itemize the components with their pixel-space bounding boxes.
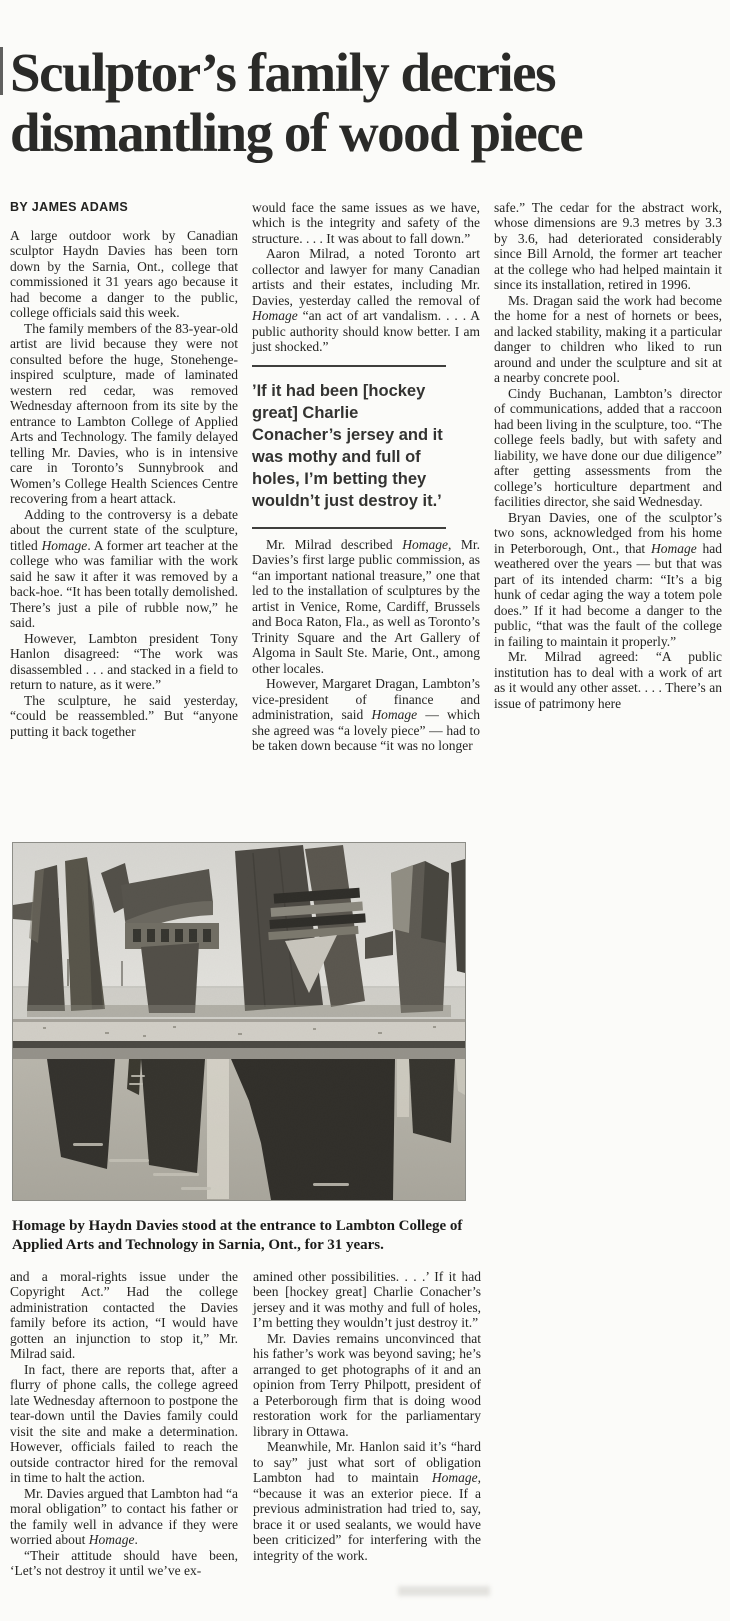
bottom-column-1-text xyxy=(10,1269,238,1579)
article-paragraph: safe.” The cedar for the abstract work, whose dimensions are 9.3 metres by 3.3 by 3.6, had deteriorated considerably since Bill Arnold, the former art teacher at the college who had helped maintain it since its installation, retired in 1996. xyxy=(494,199,722,293)
byline: BY JAMES ADAMS xyxy=(10,199,129,214)
sculpture-photo-figure xyxy=(12,842,464,1201)
bottom-column-1 xyxy=(10,1269,238,1621)
bottom-column-2 xyxy=(253,1269,481,1621)
article-paragraph: Mr. Davies remains unconvinced that his father’s work was beyond saving; he’s arranged to get photographs of it and an opinion from Terry Philpott, president of a Peterborough firm that is doing wood restoration work for the parliamentary library in Ottawa. xyxy=(253,1330,481,1439)
article-paragraph: The sculpture, he said yesterday, “could be reassembled.” But “anyone putting it back together xyxy=(10,692,238,739)
scan-smudge-artifact xyxy=(398,1586,490,1596)
column-1-text xyxy=(10,228,238,740)
article-paragraph: Aaron Milrad, a noted Toronto art collector and lawyer for many Canadian artists and their estates, including Mr. Davies, yesterday called the removal of Homage “an act of art vandalism. . . . A public authority should know better. I am just shocked.” xyxy=(252,246,480,355)
scan-edge-artifact xyxy=(0,47,3,95)
article-paragraph: However, Margaret Dragan, Lambton’s vice-president of finance and administration, said Homage — which she agreed was “a lovely piece” — had to be taken down because “it was no longer xyxy=(252,676,480,754)
bottom-column-2-text xyxy=(253,1269,481,1564)
article-paragraph: Bryan Davies, one of the sculptor’s two sons, acknowledged from his home in Peterborough, Ont., that Homage had weathered over the years — but that was part of its intended charm: “It’s a big hunk of cedar aging the way a totem pole does.” If it had become a danger to the public, “that was the fault of the college in failing to maintain it properly.” xyxy=(494,509,722,649)
article-paragraph: Meanwhile, Mr. Hanlon said it’s “hard to say” just what sort of obligation Lambton had to maintain Homage, “because it was an exterior piece. If a previous administration had tried to, say, brace it or used sealants, we would have been criticized” for interfering with the integrity of the work. xyxy=(253,1439,481,1563)
article-paragraph: Ms. Dragan said the work had become the home for a nest of hornets or bees, and lacked stability, making it a particular danger to children who liked to run around and under the sculpture and sit at a nearby concrete pool. xyxy=(494,292,722,386)
article-headline xyxy=(0,37,730,163)
article-paragraph: amined other possibilities. . . .’ If it had been [hockey great] Charlie Conacher’s jersey and it was mothy and full of holes, I’m betting they wouldn’t just destroy it.” xyxy=(253,1268,481,1331)
article-paragraph: Mr. Davies argued that Lambton had “a moral obligation” to contact his father or the family well in advance if they were worried about Homage. xyxy=(10,1485,238,1548)
photo-caption: Homage by Haydn Davies stood at the entrance to Lambton College of Applied Arts and Technology in Sarnia, Ont., for 31 years. xyxy=(12,1217,463,1253)
sculpture-photo xyxy=(12,842,466,1201)
photo-grain xyxy=(13,843,465,1200)
article-paragraph: A large outdoor work by Canadian sculptor Haydn Davies has been torn down by the Sarnia, Ont., college that commissioned it 31 years ago because it had become a danger to the public, college officials said this week. xyxy=(10,227,238,321)
article-paragraph: would face the same issues as we have, which is the integrity and safety of the structure. . . . It was about to fall down.” xyxy=(252,199,480,246)
column-1 xyxy=(10,200,238,814)
newspaper-page xyxy=(0,37,730,1617)
article-paragraph: and a moral-rights issue under the Copyright Act.” Had the college administration contacted the Davies family before its action, “I would have gotten an injunction to stop it,” Mr. Milrad said. xyxy=(10,1268,238,1362)
article-paragraph: “Their attitude should have been, ‘Let’s not destroy it until we’ve ex- xyxy=(10,1547,238,1579)
article-paragraph: Cindy Buchanan, Lambton’s director of communications, added that a raccoon had been living in the sculpture, too. “The college feels badly, but with safety and liability, we have done our due diligence” after getting assessments from the college’s horticulture department and facilities director, she said Wednesday. xyxy=(494,385,722,510)
article-paragraph: Mr. Milrad agreed: “A public institution has to deal with a work of art as it would any other asset. . . . There’s an issue of patrimony here xyxy=(494,649,722,711)
column-3 xyxy=(494,200,722,814)
article-paragraph: Adding to the controversy is a debate about the current state of the sculpture, titled Homage. A former art teacher at the college who was familiar with the work said he saw it after it was removed by a back-hoe. “It has been totally demolished. There’s just a pile of rubble now,” he said. xyxy=(10,506,238,631)
article-paragraph: Mr. Milrad described Homage, Mr. Davies’s first large public commission, as “an important national treasure,” one that led to the installation of sculptures by the artist in Venice, Rome, Cardiff, Brussels and Boca Raton, Fla., as well as Toronto’s Trinity Square and the Art Gallery of Algoma in Sault Ste. Marie, Ont., among other locales. xyxy=(252,536,480,676)
column-2-text-b xyxy=(252,537,480,754)
column-2-text-a xyxy=(252,200,480,355)
article-paragraph: However, Lambton president Tony Hanlon disagreed: “The work was disassembled . . . and stacked in a field to return to nature, as it were.” xyxy=(10,630,238,693)
headline-line-2: dismantling of wood piece xyxy=(10,101,583,163)
headline-line-1: Sculptor’s family decries xyxy=(10,41,555,103)
column-3-text xyxy=(494,200,722,712)
article-top-columns xyxy=(0,200,730,814)
article-paragraph: In fact, there are reports that, after a flurry of phone calls, the college agreed late Wednesday afternoon to postpone the tear-down until the Davies family could visit the site and make a determination. However, officials failed to reach the outside contractor hired for the removal in time to halt the action. xyxy=(10,1361,238,1486)
column-2 xyxy=(252,200,480,814)
article-bottom-columns xyxy=(0,1269,730,1621)
pull-quote: ’If it had been [hockey great] Charlie Conacher’s jersey and it was mothy and full of holes, I’m betting they wouldn’t just destroy it.’ xyxy=(252,365,446,529)
article-paragraph: The family members of the 83-year-old artist are livid because they were not consulted before the huge, Stonehenge-inspired sculpture, made of laminated western red cedar, was removed Wednesday afternoon from its site by the entrance to Lambton College of Applied Arts and Technology. The family delayed telling Mr. Davies, who is in intensive care in Toronto’s Sunnybrook and Women’s College Health Sciences Centre recovering from a heart attack. xyxy=(10,320,238,507)
